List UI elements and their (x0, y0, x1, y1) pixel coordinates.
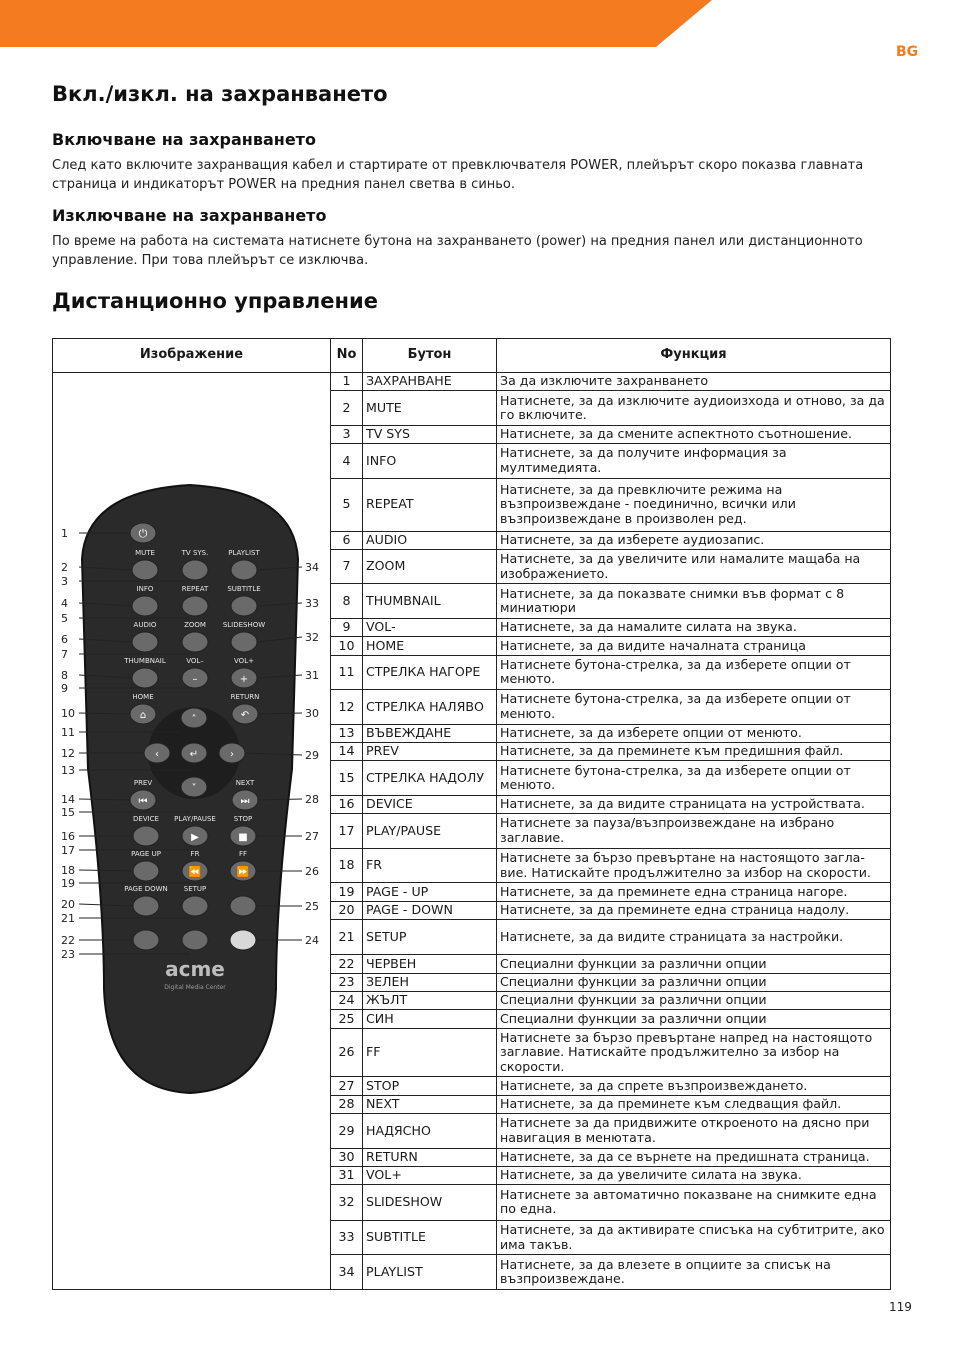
row-number: 23 (331, 973, 363, 991)
row-function: Натиснете, за да активирате списъка на субтитрите, ако има такъв. (497, 1220, 891, 1255)
info-button-label: INFO (136, 585, 154, 593)
row-function: Натиснете бутона-стрелка, за да изберете опции от менюто. (497, 655, 891, 690)
callout-label: 10 (61, 707, 75, 720)
yellow-button (230, 930, 256, 950)
setup-button (182, 896, 208, 916)
ff-button-label: FF (238, 850, 248, 858)
page-down-button (133, 896, 159, 916)
info-button (132, 596, 158, 616)
row-function: Натиснете, за да увеличите или намалите мащаба на изображението. (497, 549, 891, 584)
row-function: Натиснете бутона-стрелка, за да изберете опции от менюто. (497, 761, 891, 796)
stop-button-label: STOP (233, 815, 253, 823)
row-button-name: THUMBNAIL (363, 584, 497, 619)
header-no: No (331, 339, 363, 373)
row-button-name: RETURN (363, 1148, 497, 1166)
row-number: 8 (331, 584, 363, 619)
callout-label: 34 (305, 561, 319, 574)
row-button-name: ЧЕРВЕН (363, 955, 497, 973)
callout-label: 22 (61, 934, 75, 947)
row-function: Натиснете, за да се върнете на предишната страница. (497, 1148, 891, 1166)
row-function: Натиснете, за да видите страницата на устройствата. (497, 795, 891, 813)
blue-button (230, 896, 256, 916)
power-section-title: Вкл./изкл. на захранването (52, 82, 388, 106)
row-number: 3 (331, 425, 363, 443)
brand-subtitle: Digital Media Center (164, 984, 226, 991)
row-function: За да изключите захранването (497, 373, 891, 391)
row-number: 21 (331, 919, 363, 955)
device-button-label: DEVICE (133, 815, 159, 823)
callout-label: 2 (61, 561, 68, 574)
callout-label: 17 (61, 844, 75, 857)
row-number: 18 (331, 848, 363, 883)
prev-button-label: PREV (133, 779, 153, 787)
row-function: Натиснете, за да показвате снимки във формат с 8 миниатюри (497, 584, 891, 619)
row-function: Натиснете, за да преминете към предишния файл. (497, 743, 891, 761)
row-button-name: SETUP (363, 919, 497, 955)
row-button-name: PLAY/PAUSE (363, 814, 497, 849)
row-number: 5 (331, 478, 363, 531)
row-button-name: AUDIO (363, 531, 497, 549)
row-number: 10 (331, 637, 363, 655)
callout-label: 26 (305, 865, 319, 878)
row-button-name: PLAYLIST (363, 1255, 497, 1290)
callout-label: 16 (61, 830, 75, 843)
row-number: 13 (331, 724, 363, 742)
callout-label: 12 (61, 747, 75, 760)
callout-label: 5 (61, 612, 68, 625)
row-number: 28 (331, 1095, 363, 1113)
prev-button-icon: ⏮ (138, 796, 148, 807)
subtitle-button (231, 596, 257, 616)
callout-label: 23 (61, 948, 75, 961)
row-number: 2 (331, 391, 363, 426)
row-button-name: NEXT (363, 1095, 497, 1113)
fr-button-icon: ⏪ (188, 867, 202, 878)
row-function: Натиснете, за да преминете към следващия файл. (497, 1095, 891, 1113)
header-button: Бутон (363, 339, 497, 373)
row-button-name: VOL- (363, 619, 497, 637)
callout-label: 27 (305, 830, 319, 843)
row-function: Специални функции за различни опции (497, 992, 891, 1010)
language-badge: BG (896, 44, 919, 60)
callout-label: 14 (61, 793, 75, 806)
callout-label: 31 (305, 669, 319, 682)
row-button-name: ЗЕЛЕН (363, 973, 497, 991)
callout-label: 8 (61, 669, 68, 682)
callout-label: 11 (61, 726, 75, 739)
row-button-name: MUTE (363, 391, 497, 426)
remote-function-table (52, 338, 891, 1290)
row-function: Специални функции за различни опции (497, 1010, 891, 1028)
row-button-name: STOP (363, 1077, 497, 1095)
page-number: 119 (889, 1300, 912, 1314)
brand-logo: acme (165, 957, 225, 981)
page-up-button-label: PAGE UP (131, 850, 161, 858)
row-number: 25 (331, 1010, 363, 1028)
row-number: 32 (331, 1185, 363, 1221)
row-number: 33 (331, 1220, 363, 1255)
green-button (182, 930, 208, 950)
arrow-down-button-icon: ˅ (191, 783, 197, 794)
power-icon: ⏻ (138, 527, 148, 540)
row-number: 4 (331, 444, 363, 479)
row-number: 26 (331, 1028, 363, 1077)
vol-plus-button-label: VOL+ (234, 657, 254, 665)
home-button-icon: ⌂ (139, 710, 147, 721)
table-row (53, 373, 891, 391)
row-button-name: REPEAT (363, 478, 497, 531)
arrow-right-button-icon: › (230, 749, 234, 760)
header-function: Функция (497, 339, 891, 373)
tvsys-button-label: TV SYS. (181, 549, 209, 557)
playpause-button-icon: ▶ (191, 832, 199, 843)
callout-label: 7 (61, 648, 68, 661)
row-function: Натиснете за бързо превъртане на настоящото загла-вие. Натискайте продължително за избор на скорости. (497, 848, 891, 883)
row-function: Натиснете, за да превключите режима на възпроизвеждане - поединично, всички или възпроизвеждане в произволен ред. (497, 478, 891, 531)
power-off-title: Изключване на захранването (52, 206, 327, 225)
tvsys-button (182, 560, 208, 580)
arrow-up-button-icon: ˄ (191, 714, 197, 725)
enter-button-icon: ↵ (189, 749, 199, 760)
row-number: 15 (331, 761, 363, 796)
callout-label: 32 (305, 631, 319, 644)
playlist-button (231, 560, 257, 580)
row-function: Натиснете, за да преминете една страница надолу. (497, 901, 891, 919)
page-up-button (133, 861, 159, 881)
return-button-icon: ↶ (240, 710, 250, 721)
row-button-name: PREV (363, 743, 497, 761)
mute-button (132, 560, 158, 580)
row-button-name: СИН (363, 1010, 497, 1028)
arrow-left-button-icon: ‹ (155, 749, 159, 760)
thumbnail-button-label: THUMBNAIL (124, 657, 166, 665)
slideshow-button (231, 632, 257, 652)
callout-label: 4 (61, 597, 68, 610)
callout-label: 20 (61, 898, 75, 911)
row-button-name: СТРЕЛКА НАЛЯВО (363, 690, 497, 725)
repeat-button (182, 596, 208, 616)
row-button-name: SLIDESHOW (363, 1185, 497, 1221)
row-number: 19 (331, 883, 363, 901)
audio-button-label: AUDIO (133, 621, 157, 629)
row-number: 9 (331, 619, 363, 637)
setup-button-label: SETUP (183, 885, 207, 893)
row-number: 29 (331, 1114, 363, 1149)
row-number: 31 (331, 1166, 363, 1184)
row-function: Натиснете, за да влезете в опциите за списък на възпроизвеждане. (497, 1255, 891, 1290)
slideshow-button-label: SLIDESHOW (222, 621, 266, 629)
row-button-name: СТРЕЛКА НАДОЛУ (363, 761, 497, 796)
row-number: 24 (331, 992, 363, 1010)
page-down-button-label: PAGE DOWN (124, 885, 168, 893)
callout-label: 15 (61, 806, 75, 819)
power-on-text: След като включите захранващия кабел и стартирате от превключвателя POWER, плейърът скоро показва главната страница и индикаторът POWER на предния панел светва в синьо. (52, 158, 864, 192)
vol-minus-button-icon: – (192, 674, 198, 685)
row-function: Натиснете, за да видите страницата за настройки. (497, 919, 891, 955)
row-number: 7 (331, 549, 363, 584)
row-function: Натиснете за бързо превъртане напред на настоящото заглавие. Натискайте продължително за избор на скорости. (497, 1028, 891, 1077)
row-function: Натиснете за да придвижите откроеното на дясно при навигация в менютата. (497, 1114, 891, 1149)
callout-label: 30 (305, 707, 319, 720)
row-button-name: TV SYS (363, 425, 497, 443)
header-banner (0, 0, 954, 50)
row-number: 1 (331, 373, 363, 391)
callout-label: 13 (61, 764, 75, 777)
callout-label: 25 (305, 900, 319, 913)
row-button-name: DEVICE (363, 795, 497, 813)
row-function: Натиснете, за да спрете възпроизвеждането. (497, 1077, 891, 1095)
power-off-text: По време на работа на системата натиснете бутона на захранването (power) на предния панел или дистанционното управление. При това плейърът се изключва. (52, 234, 863, 268)
thumbnail-button (132, 668, 158, 688)
row-number: 30 (331, 1148, 363, 1166)
header-image: Изображение (53, 339, 331, 373)
row-number: 11 (331, 655, 363, 690)
row-number: 6 (331, 531, 363, 549)
row-function: Натиснете, за да увеличите силата на звука. (497, 1166, 891, 1184)
vol-plus-button-icon: + (239, 674, 249, 685)
row-number: 14 (331, 743, 363, 761)
row-button-name: FR (363, 848, 497, 883)
row-button-name: ВЪВЕЖДАНЕ (363, 724, 497, 742)
row-function: Натиснете, за да смените аспектното съотношение. (497, 425, 891, 443)
stop-button-icon: ■ (238, 832, 248, 843)
row-function: Натиснете, за да видите началната страница (497, 637, 891, 655)
callout-label: 1 (61, 527, 68, 540)
row-function: Натиснете, за да получите информация за мултимедията. (497, 444, 891, 479)
row-button-name: VOL+ (363, 1166, 497, 1184)
row-function: Натиснете за пауза/възпроизвеждане на избрано заглавие. (497, 814, 891, 849)
row-number: 27 (331, 1077, 363, 1095)
audio-button (132, 632, 158, 652)
red-button (133, 930, 159, 950)
row-number: 34 (331, 1255, 363, 1290)
next-button-label: NEXT (235, 779, 255, 787)
home-button-label: HOME (132, 693, 154, 701)
vol-minus-button-label: VOL– (186, 657, 204, 665)
row-number: 12 (331, 690, 363, 725)
device-button (133, 826, 159, 846)
row-button-name: ЗАХРАНВАНЕ (363, 373, 497, 391)
playpause-button-label: PLAY/PAUSE (174, 815, 216, 823)
callout-label: 18 (61, 864, 75, 877)
row-function: Натиснете, за да намалите силата на звука. (497, 619, 891, 637)
remote-control-illustration (53, 373, 331, 1289)
row-function: Специални функции за различни опции (497, 955, 891, 973)
callout-label: 9 (61, 682, 68, 695)
row-function: Натиснете, за да изберете опции от менюто. (497, 724, 891, 742)
callout-label: 29 (305, 749, 319, 762)
remote-section-title: Дистанционно управление (52, 289, 378, 313)
row-number: 16 (331, 795, 363, 813)
row-button-name: PAGE - DOWN (363, 901, 497, 919)
zoom-button (182, 632, 208, 652)
zoom-button-label: ZOOM (184, 621, 206, 629)
playlist-button-label: PLAYLIST (228, 549, 260, 557)
callout-label: 33 (305, 597, 319, 610)
row-button-name: PAGE - UP (363, 883, 497, 901)
row-button-name: FF (363, 1028, 497, 1077)
fr-button-label: FR (190, 850, 200, 858)
row-function: Натиснете, за да изключите аудиоизхода и отново, за да го включите. (497, 391, 891, 426)
callout-label: 3 (61, 575, 68, 588)
table-header-row (53, 339, 891, 373)
row-button-name: ZOOM (363, 549, 497, 584)
repeat-button-label: REPEAT (181, 585, 209, 593)
row-button-name: СТРЕЛКА НАГОРЕ (363, 655, 497, 690)
callout-label: 21 (61, 912, 75, 925)
row-button-name: SUBTITLE (363, 1220, 497, 1255)
remote-image-cell (53, 373, 331, 1290)
mute-button-label: MUTE (135, 549, 155, 557)
power-on-title: Включване на захранването (52, 130, 316, 149)
row-function: Натиснете за автоматично показване на снимките една по една. (497, 1185, 891, 1221)
subtitle-button-label: SUBTITLE (227, 585, 261, 593)
callout-label: 28 (305, 793, 319, 806)
callout-label: 19 (61, 877, 75, 890)
row-function: Натиснете бутона-стрелка, за да изберете опции от менюто. (497, 690, 891, 725)
return-button-label: RETURN (230, 693, 260, 701)
ff-button-icon: ⏩ (236, 867, 250, 878)
row-function: Натиснете, за да преминете една страница нагоре. (497, 883, 891, 901)
row-button-name: НАДЯСНО (363, 1114, 497, 1149)
row-button-name: HOME (363, 637, 497, 655)
row-function: Натиснете, за да изберете аудиозапис. (497, 531, 891, 549)
row-number: 22 (331, 955, 363, 973)
row-button-name: ЖЪЛТ (363, 992, 497, 1010)
row-number: 17 (331, 814, 363, 849)
row-number: 20 (331, 901, 363, 919)
callout-label: 6 (61, 633, 68, 646)
callout-label: 24 (305, 934, 319, 947)
row-function: Специални функции за различни опции (497, 973, 891, 991)
row-button-name: INFO (363, 444, 497, 479)
next-button-icon: ⏭ (240, 796, 250, 807)
